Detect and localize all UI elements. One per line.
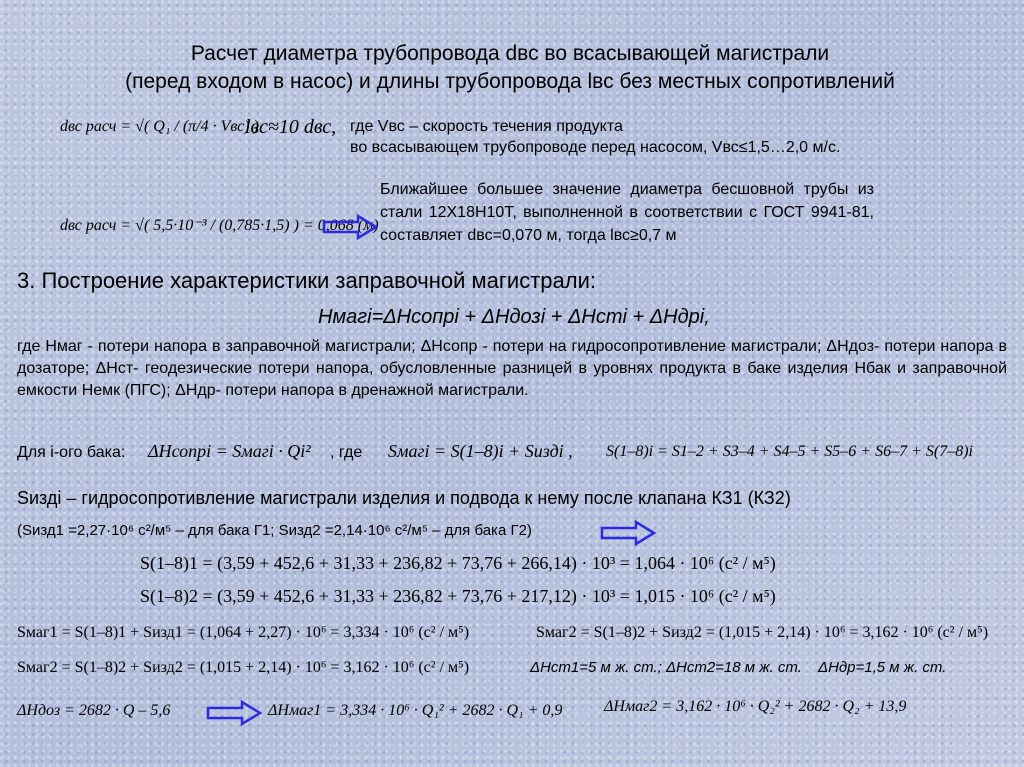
formula-dh-mag-2: ΔHмаг2 = 3,162 · 10⁶ · Q₂² + 2682 · Q₂ + 13,9 [604,698,907,715]
where-h-paragraph: где Hмаг - потери напора в заправочной магистрали; ΔHсопр - потери на гидросопротивление магистрали; ΔHдоз- потери напора в дозаторе; ΔHст- геодезические потери напора, обусловленные разницей в уровнях продукта в баке изделия Hбак и заправочной емкости Hемк (ПГС); ΔHдр- потери напора в дренажной магистрали. [17,338,1007,399]
for-i-tank-label: Для i-ого бака: [17,444,126,461]
nearest-diameter-text: Ближайшее большее значение диаметра бесшовной трубы из стали 12Х18Н10Т, выполненной в соответствии с ГОСТ 9941-81, составляет dвс=0,070 м, тогда lвс≥0,7 м [380,181,874,244]
section-heading: 3. Построение характеристики заправочной магистрали: [17,268,596,293]
arrow-right-icon [600,520,656,546]
s-izd-values: (Sизд1 =2,27·10⁶ с²/м⁵ – для бака Г1; Sизд2 =2,14·10⁶ с²/м⁵ – для бака Г2) [17,522,532,539]
arrow-right-icon [322,214,378,240]
dh-dr-value: ΔHдр=1,5 м ж. ст. [818,659,947,676]
formula-d-numeric: dвс расч = √( 5,5·10⁻³ / (0,785·1,5) ) = 0,068 (м) [60,217,379,234]
formula-d-calc: dвс расч = √( Q₁ / (π/4 · Vвс) ) [60,118,259,135]
formula-dh-doz: ΔHдоз = 2682 · Q – 5,6 [17,702,171,719]
calc-s-1-8-1: S(1–8)1 = (3,59 + 452,6 + 31,33 + 236,82 + 73,76 + 266,14) · 10³ = 1,064 · 10⁶ (с² / м⁵) [140,553,776,573]
calc-s-mag-2-right: Sмаг2 = S(1–8)2 + Sизд2 = (1,015 + 2,14) · 10⁶ = 3,162 · 10⁶ (с² / м⁵) [536,624,989,641]
calc-s-1-8-2: S(1–8)2 = (3,59 + 452,6 + 31,33 + 236,82 + 73,76 + 217,12) · 10³ = 1,015 · 10⁶ (с² / м⁵) [140,586,776,606]
formula-dh-sopr: ΔHсопрi = Sмагi · Qi² [148,441,311,461]
where-v-line-2: во всасывающем трубопроводе перед насосом, Vвс≤1,5…2,0 м/с. [350,139,841,156]
formula-h: Hмагi=ΔHсопрi + ΔHдозi + ΔHстi + ΔHдрi, [318,306,710,328]
arrow-right-icon [206,700,262,726]
title-line-1: Расчет диаметра трубопровода dвс во всасывающей магистрали [190,42,830,65]
where-v-line-1: где Vвс – скорость течения продукта [350,118,623,135]
dh-st-values: ΔHст1=5 м ж. ст.; ΔHст2=18 м ж. ст. [530,659,802,676]
formula-l: lвс≈10 dвс, [245,116,337,138]
calc-s-mag-1: Sмаг1 = S(1–8)1 + Sизд1 = (1,064 + 2,27) · 10⁶ = 3,334 · 10⁶ (с² / м⁵) [17,624,470,641]
formula-s-mag: Sмагi = S(1–8)i + Sиздi , [388,441,573,461]
where-label: , где [330,444,363,461]
formula-dh-mag-1: ΔHмаг1 = 3,334 · 10⁶ · Q₁² + 2682 · Q₁ + 0,9 [268,702,563,719]
calc-s-mag-2-left: Sмаг2 = S(1–8)2 + Sизд2 = (1,015 + 2,14) · 10⁶ = 3,162 · 10⁶ (с² / м⁵) [17,659,470,676]
formula-s-18: S(1–8)i = S1–2 + S3–4 + S4–5 + S5–6 + S6–7 + S(7–8)i [606,443,973,460]
title-line-2: (перед входом в насос) и длины трубопровода lвс без местных сопротивлений [125,70,895,93]
s-izd-definition: Sиздi – гидросопротивление магистрали изделия и подвода к нему после клапана КЗ1 (КЗ2) [17,488,791,508]
